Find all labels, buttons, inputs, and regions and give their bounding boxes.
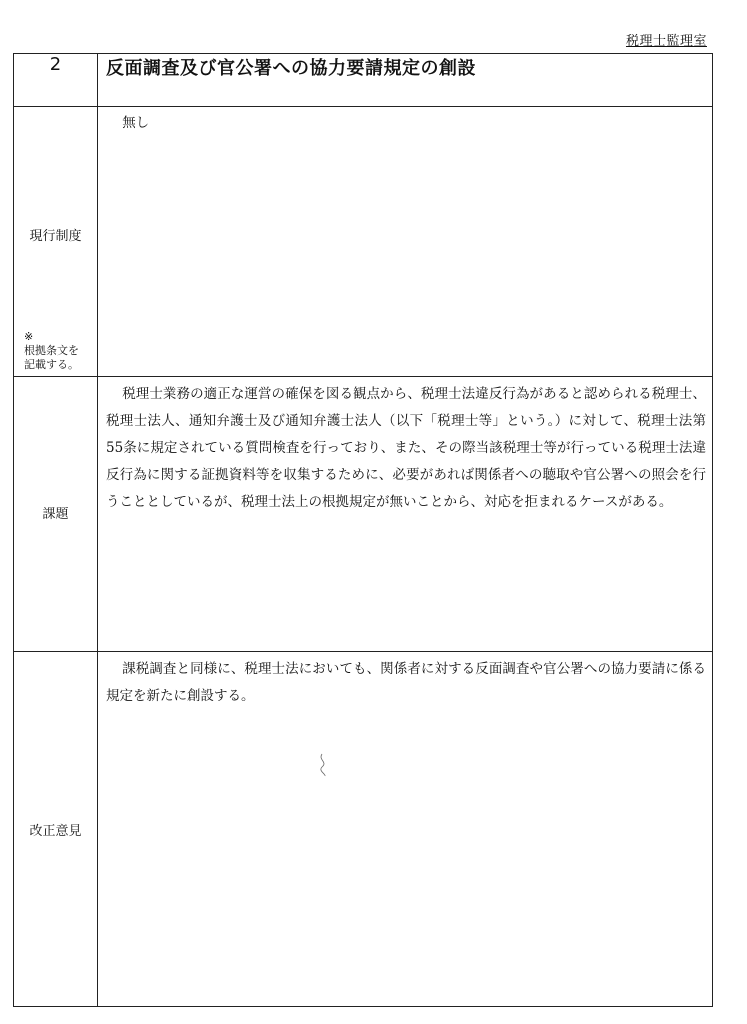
note-line-2: 記載する。 (24, 358, 79, 371)
item-number: 2 (14, 54, 98, 107)
issue-label-cell (14, 377, 98, 652)
current-system-label-cell (14, 107, 98, 377)
scan-mark (316, 752, 332, 778)
proposal-text: 課税調査と同様に、税理士法においても、関係者に対する反面調査や官公署への協力要請に係る規定を新たに創設する。 (106, 661, 706, 704)
proposal-row (14, 652, 713, 1007)
department-name: 税理士監理室 (625, 34, 707, 49)
header-row (14, 54, 713, 107)
current-system-text: 無し (122, 115, 150, 131)
proposal-form-table (13, 53, 713, 1007)
proposal-label-cell (14, 652, 98, 1007)
issue-label: 課題 (42, 507, 69, 522)
item-title: 反面調査及び官公署への協力要請規定の創設 (98, 54, 713, 107)
current-system-label: 現行制度 (29, 229, 82, 244)
issue-content (98, 377, 713, 652)
proposal-content (98, 652, 713, 1007)
note-line-1: 根拠条文を (24, 344, 79, 357)
issue-text: 税理士業務の適正な運営の確保を図る観点から、税理士法違反行為があると認められる税理士、税理士法人、通知弁護士及び通知弁護士法人（以下「税理士等」という。）に対して、税理士法第55条に規定されている質問検査を行っており、また、その際当該税理士等が行っている税理士法違反行為に関する証拠資料等を収集するために、必要があれば関係者への聴取や官公署への照会を行うこととしているが、税理士法上の根拠規定が無いことから、対応を拒まれるケースがある。 (106, 386, 706, 510)
current-system-row (14, 107, 713, 377)
current-system-content (98, 107, 713, 377)
proposal-label: 改正意見 (29, 824, 82, 839)
note-mark: ※ (24, 330, 34, 343)
issue-row (14, 377, 713, 652)
current-system-note (24, 330, 79, 372)
